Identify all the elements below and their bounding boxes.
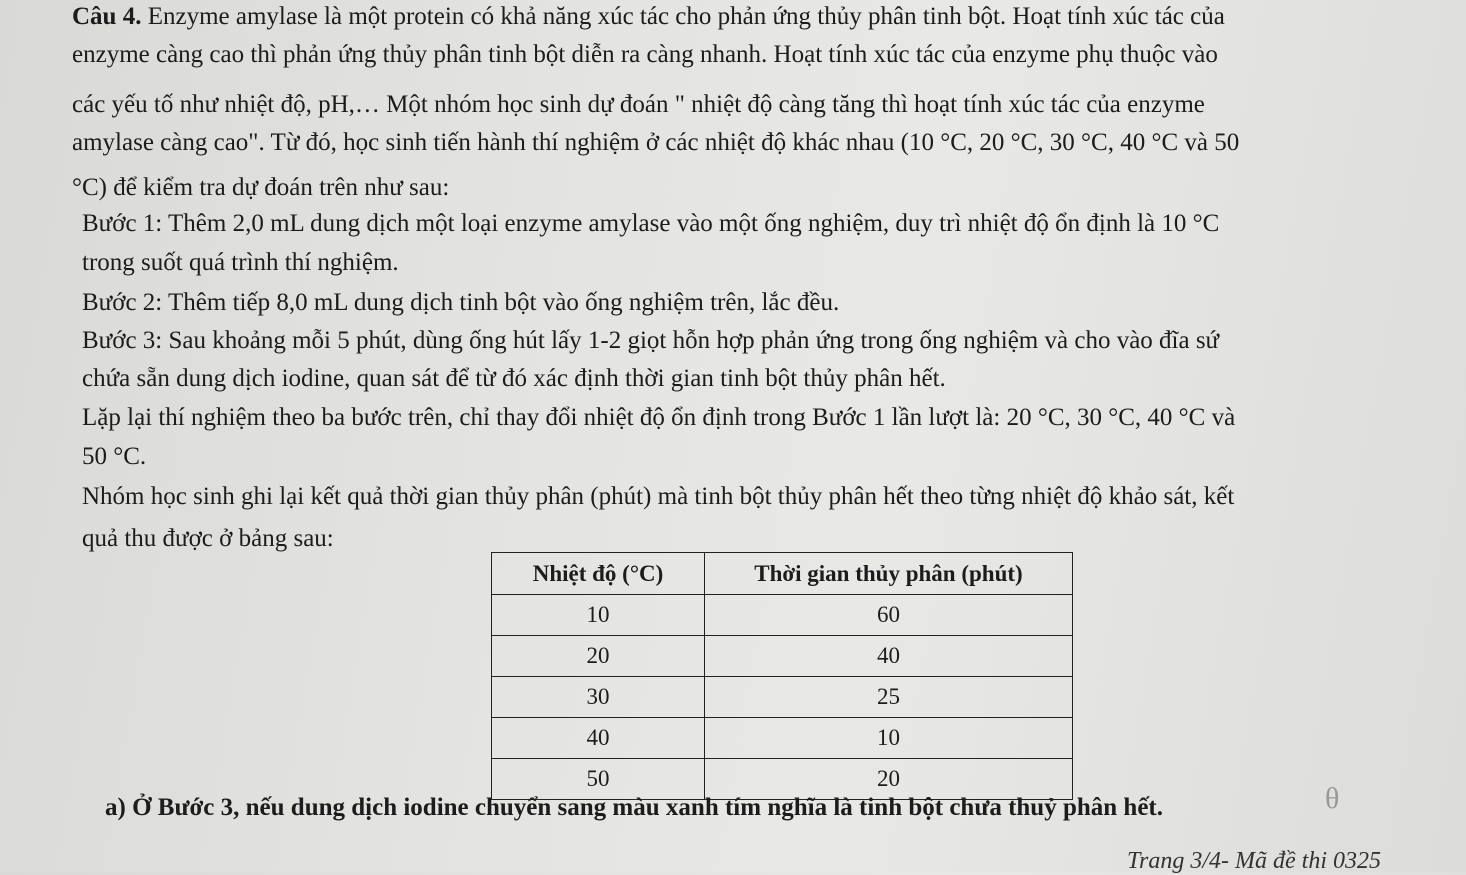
temperature-cell: 50 xyxy=(492,759,705,800)
table-row xyxy=(492,677,1073,718)
step-3-line-2: chứa sẵn dung dịch iodine, quan sát để từ đó xác định thời gian tinh bột thủy phân hết. xyxy=(82,365,946,392)
time-cell: 10 xyxy=(705,718,1073,759)
step-2-line: Bước 2: Thêm tiếp 8,0 mL dung dịch tinh bột vào ống nghiệm trên, lắc đều. xyxy=(82,289,840,316)
repeat-line-1: Lặp lại thí nghiệm theo ba bước trên, chỉ thay đổi nhiệt độ ổn định trong Bước 1 lần lượt là: 20 °C, 30 °C, 40 °C và xyxy=(82,404,1236,431)
question-line-3: các yếu tố như nhiệt độ, pH,… Một nhóm học sinh dự đoán " nhiệt độ càng tăng thì hoạt tính xúc tác của enzyme xyxy=(72,91,1205,118)
step-1-line-2: trong suốt quá trình thí nghiệm. xyxy=(82,249,399,276)
temperature-cell: 30 xyxy=(492,677,705,718)
page-footer: Trang 3/4- Mã đề thi 0325 xyxy=(1127,848,1382,874)
question-label: Câu 4. xyxy=(72,3,142,30)
temperature-cell: 40 xyxy=(492,718,705,759)
record-line-2: quả thu được ở bảng sau: xyxy=(82,525,334,552)
time-cell: 20 xyxy=(705,759,1073,800)
header-hydrolysis-time: Thời gian thủy phân (phút) xyxy=(705,553,1073,595)
results-table xyxy=(491,552,1073,800)
part-a-statement: a) Ở Bước 3, nếu dung dịch iodine chuyển sang màu xanh tím nghĩa là tinh bột chưa thuỷ phân hết. xyxy=(105,794,1163,821)
temperature-cell: 10 xyxy=(492,595,705,636)
header-temperature: Nhiệt độ (°C) xyxy=(492,553,705,595)
temperature-cell: 20 xyxy=(492,636,705,677)
time-cell: 40 xyxy=(705,636,1073,677)
question-line-2: enzyme càng cao thì phản ứng thủy phân tinh bột diễn ra càng nhanh. Hoạt tính xúc tác của enzyme phụ thuộc vào xyxy=(72,41,1218,68)
question-line-4: amylase càng cao". Từ đó, học sinh tiến hành thí nghiệm ở các nhiệt độ khác nhau (10 °C, 20 °C, 30 °C, 40 °C và 50 xyxy=(72,129,1240,156)
question-line-1 xyxy=(72,2,1225,32)
table-row xyxy=(492,595,1073,636)
question-line-1-text: Enzyme amylase là một protein có khả năng xúc tác cho phản ứng thủy phân tinh bột. Hoạt tính xúc tác của xyxy=(147,3,1225,30)
table-row xyxy=(492,636,1073,677)
step-1-line-1: Bước 1: Thêm 2,0 mL dung dịch một loại enzyme amylase vào một ống nghiệm, duy trì nhiệt độ ổn định là 10 °C xyxy=(82,210,1220,237)
repeat-line-2: 50 °C. xyxy=(82,443,147,470)
time-cell: 25 xyxy=(705,677,1073,718)
table-row xyxy=(492,718,1073,759)
pen-mark-icon: θ xyxy=(1325,782,1340,815)
time-cell: 60 xyxy=(705,595,1073,636)
question-line-5: °C) để kiểm tra dự đoán trên như sau: xyxy=(72,174,450,201)
step-3-line-1: Bước 3: Sau khoảng mỗi 5 phút, dùng ống hút lấy 1-2 giọt hỗn hợp phản ứng trong ống nghiệm và cho vào đĩa sứ xyxy=(82,327,1220,354)
table-header-row xyxy=(492,553,1073,595)
record-line-1: Nhóm học sinh ghi lại kết quả thời gian thủy phân (phút) mà tinh bột thủy phân hết theo từng nhiệt độ khảo sát, kết xyxy=(82,483,1235,510)
